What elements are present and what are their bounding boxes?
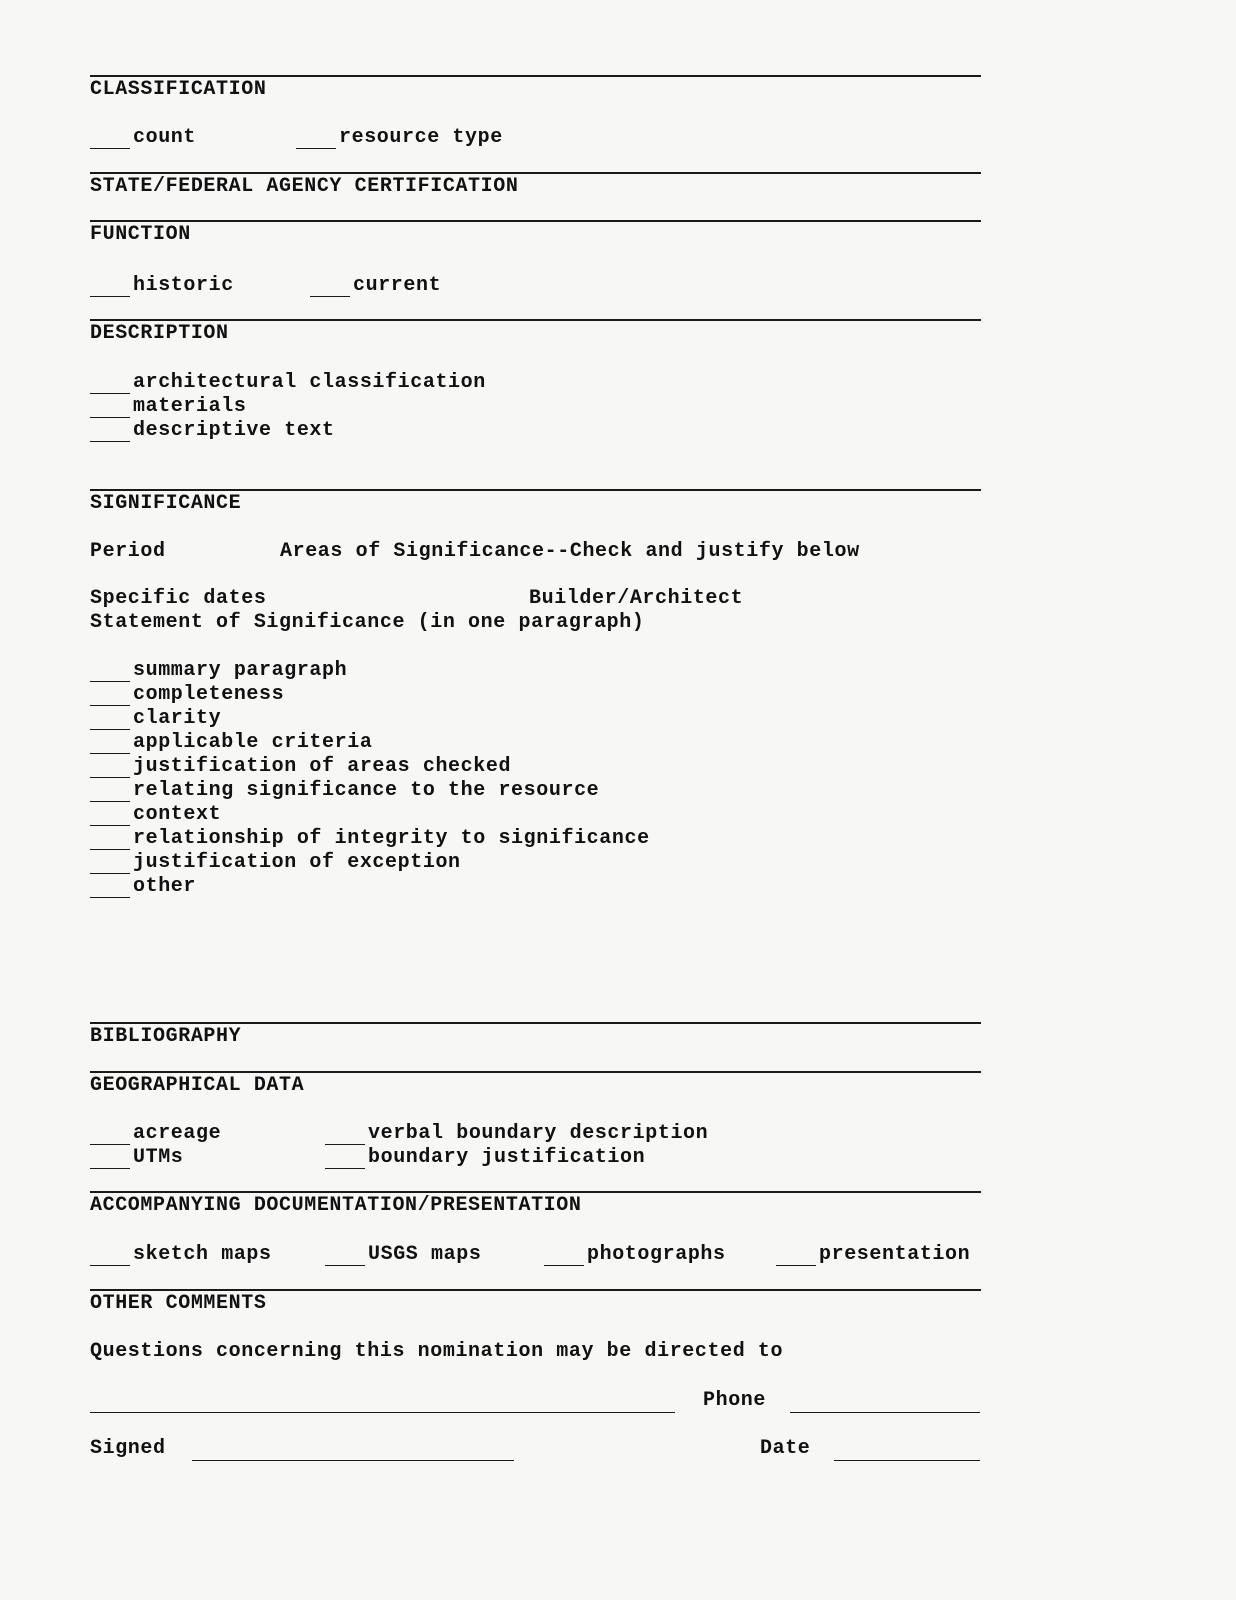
areas-of-significance-label: Areas of Significance--Check and justify below: [280, 540, 860, 563]
signature-blank[interactable]: [192, 1460, 514, 1461]
current-option-label: current: [353, 274, 442, 297]
historic-option-label: historic: [133, 274, 234, 297]
presentation-checkbox-blank[interactable]: [776, 1265, 816, 1266]
significance-item: relating significance to the resource: [133, 779, 600, 802]
geographical-data-heading: GEOGRAPHICAL DATA: [90, 1074, 305, 1097]
description-checkbox-blank[interactable]: [90, 441, 130, 442]
resource-type-option-label: resource type: [339, 126, 503, 149]
significance-checkbox-blank[interactable]: [90, 849, 130, 850]
significance-checkbox-blank[interactable]: [90, 729, 130, 730]
classification-heading: CLASSIFICATION: [90, 78, 267, 101]
photographs-label: photographs: [587, 1243, 726, 1266]
sketch-maps-checkbox-blank[interactable]: [90, 1265, 130, 1266]
significance-item: clarity: [133, 707, 222, 730]
phone-blank[interactable]: [790, 1412, 980, 1413]
documentation-heading: ACCOMPANYING DOCUMENTATION/PRESENTATION: [90, 1194, 582, 1217]
signed-label: Signed: [90, 1437, 166, 1460]
bibliography-heading: BIBLIOGRAPHY: [90, 1025, 242, 1048]
resource-type-checkbox-blank[interactable]: [296, 148, 336, 149]
usgs-maps-checkbox-blank[interactable]: [325, 1265, 365, 1266]
verbal-boundary-label: verbal boundary description: [368, 1122, 709, 1145]
significance-checkbox-blank[interactable]: [90, 873, 130, 874]
period-label: Period: [90, 540, 166, 563]
description-checkbox-blank[interactable]: [90, 393, 130, 394]
section-rule: [90, 1071, 981, 1073]
questions-text: Questions concerning this nomination may be directed to: [90, 1340, 784, 1363]
date-label: Date: [760, 1437, 811, 1460]
statement-of-significance-label: Statement of Significance (in one paragraph): [90, 611, 645, 634]
significance-checkbox-blank[interactable]: [90, 801, 130, 802]
significance-checkbox-blank[interactable]: [90, 681, 130, 682]
usgs-maps-label: USGS maps: [368, 1243, 482, 1266]
count-option-label: count: [133, 126, 197, 149]
section-rule: [90, 1022, 981, 1024]
acreage-checkbox-blank[interactable]: [90, 1144, 130, 1145]
phone-label: Phone: [703, 1389, 767, 1412]
significance-item: context: [133, 803, 222, 826]
presentation-label: presentation: [819, 1243, 971, 1266]
section-rule: [90, 489, 981, 491]
utms-label: UTMs: [133, 1146, 184, 1169]
description-item: materials: [133, 395, 247, 418]
significance-checkbox-blank[interactable]: [90, 777, 130, 778]
section-rule: [90, 172, 981, 174]
section-rule: [90, 75, 981, 77]
significance-item: summary paragraph: [133, 659, 348, 682]
specific-dates-label: Specific dates: [90, 587, 267, 610]
boundary-justification-checkbox-blank[interactable]: [325, 1168, 365, 1169]
significance-item: justification of exception: [133, 851, 461, 874]
function-heading: FUNCTION: [90, 223, 191, 246]
significance-checkbox-blank[interactable]: [90, 897, 130, 898]
boundary-justification-label: boundary justification: [368, 1146, 646, 1169]
significance-checkbox-blank[interactable]: [90, 825, 130, 826]
significance-item: completeness: [133, 683, 285, 706]
section-rule: [90, 1289, 981, 1291]
significance-checkbox-blank[interactable]: [90, 753, 130, 754]
section-rule: [90, 1191, 981, 1193]
certification-heading: STATE/FEDERAL AGENCY CERTIFICATION: [90, 175, 519, 198]
count-checkbox-blank[interactable]: [90, 148, 130, 149]
contact-name-blank[interactable]: [90, 1412, 675, 1413]
current-checkbox-blank[interactable]: [310, 296, 350, 297]
section-rule: [90, 319, 981, 321]
builder-architect-label: Builder/Architect: [529, 587, 744, 610]
significance-checkbox-blank[interactable]: [90, 705, 130, 706]
description-heading: DESCRIPTION: [90, 322, 229, 345]
acreage-label: acreage: [133, 1122, 222, 1145]
significance-item: applicable criteria: [133, 731, 373, 754]
date-blank[interactable]: [834, 1460, 980, 1461]
description-item: descriptive text: [133, 419, 335, 442]
description-checkbox-blank[interactable]: [90, 417, 130, 418]
utms-checkbox-blank[interactable]: [90, 1168, 130, 1169]
significance-item: relationship of integrity to significance: [133, 827, 650, 850]
significance-item: justification of areas checked: [133, 755, 512, 778]
section-rule: [90, 220, 981, 222]
verbal-boundary-checkbox-blank[interactable]: [325, 1144, 365, 1145]
sketch-maps-label: sketch maps: [133, 1243, 272, 1266]
significance-heading: SIGNIFICANCE: [90, 492, 242, 515]
historic-checkbox-blank[interactable]: [90, 296, 130, 297]
other-comments-heading: OTHER COMMENTS: [90, 1292, 267, 1315]
significance-item: other: [133, 875, 197, 898]
photographs-checkbox-blank[interactable]: [544, 1265, 584, 1266]
description-item: architectural classification: [133, 371, 486, 394]
